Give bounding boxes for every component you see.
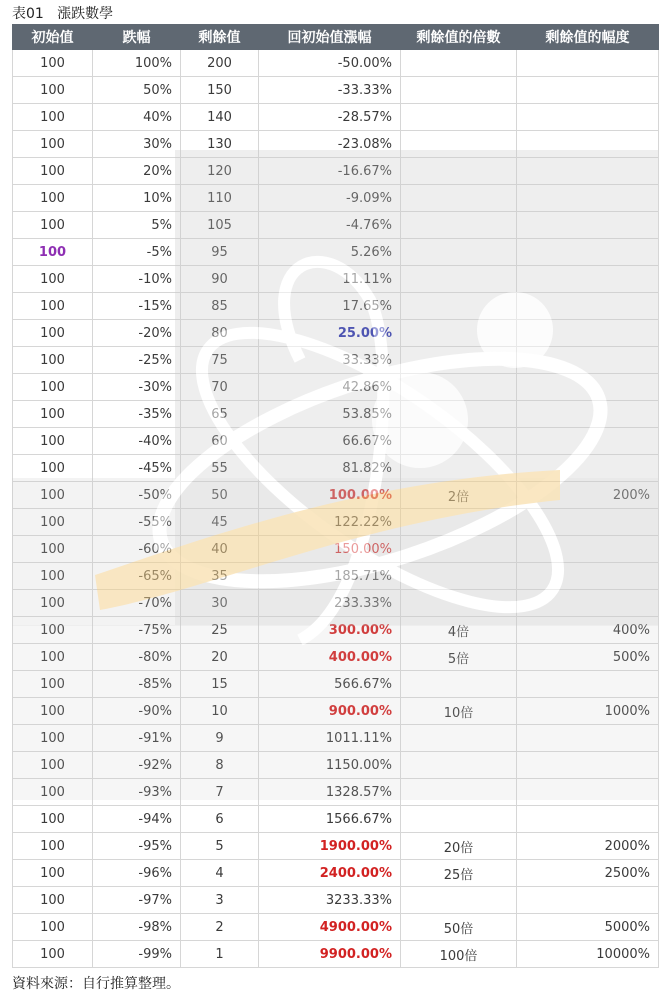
cell-multiple — [401, 77, 517, 104]
cell-remaining: 140 — [181, 104, 259, 131]
header-recovery: 回初始值漲幅 — [259, 25, 401, 50]
cell-multiple — [401, 266, 517, 293]
cell-remaining: 20 — [181, 644, 259, 671]
cell-change: -40% — [93, 428, 181, 455]
cell-change: -95% — [93, 833, 181, 860]
cell-initial: 100 — [13, 320, 93, 347]
cell-remaining: 105 — [181, 212, 259, 239]
cell-change: -75% — [93, 617, 181, 644]
cell-change: 40% — [93, 104, 181, 131]
cell-multiple: 25倍 — [401, 860, 517, 887]
cell-initial: 100 — [13, 860, 93, 887]
cell-multiple — [401, 320, 517, 347]
table-row — [13, 698, 659, 725]
table-row — [13, 617, 659, 644]
cell-initial: 100 — [13, 914, 93, 941]
cell-range — [517, 77, 659, 104]
cell-range — [517, 806, 659, 833]
cell-initial: 100 — [13, 563, 93, 590]
cell-multiple — [401, 374, 517, 401]
cell-change: -80% — [93, 644, 181, 671]
table-row — [13, 401, 659, 428]
cell-multiple: 50倍 — [401, 914, 517, 941]
table-row — [13, 158, 659, 185]
cell-recovery: 9900.00% — [259, 941, 401, 968]
cell-multiple — [401, 806, 517, 833]
cell-range — [517, 293, 659, 320]
cell-change: 100% — [93, 50, 181, 77]
cell-multiple — [401, 725, 517, 752]
cell-range — [517, 239, 659, 266]
cell-initial: 100 — [13, 833, 93, 860]
cell-recovery: 233.33% — [259, 590, 401, 617]
cell-recovery: 4900.00% — [259, 914, 401, 941]
cell-range — [517, 266, 659, 293]
table-row — [13, 887, 659, 914]
cell-initial: 100 — [13, 617, 93, 644]
cell-remaining: 130 — [181, 131, 259, 158]
cell-recovery: 17.65% — [259, 293, 401, 320]
cell-range — [517, 563, 659, 590]
cell-initial: 100 — [13, 509, 93, 536]
cell-range — [517, 185, 659, 212]
cell-remaining: 80 — [181, 320, 259, 347]
cell-recovery: -9.09% — [259, 185, 401, 212]
cell-change: -35% — [93, 401, 181, 428]
cell-recovery: 400.00% — [259, 644, 401, 671]
cell-initial: 100 — [13, 266, 93, 293]
cell-initial: 100 — [13, 50, 93, 77]
cell-remaining: 60 — [181, 428, 259, 455]
cell-change: -94% — [93, 806, 181, 833]
cell-multiple — [401, 293, 517, 320]
cell-range: 1000% — [517, 698, 659, 725]
cell-remaining: 45 — [181, 509, 259, 536]
cell-remaining: 120 — [181, 158, 259, 185]
cell-change: 50% — [93, 77, 181, 104]
table-row — [13, 482, 659, 509]
cell-remaining: 50 — [181, 482, 259, 509]
cell-remaining: 3 — [181, 887, 259, 914]
cell-recovery: 2400.00% — [259, 860, 401, 887]
cell-range — [517, 158, 659, 185]
cell-change: -92% — [93, 752, 181, 779]
cell-recovery: 100.00% — [259, 482, 401, 509]
cell-initial: 100 — [13, 482, 93, 509]
cell-change: 10% — [93, 185, 181, 212]
cell-initial: 100 — [13, 887, 93, 914]
cell-recovery: 81.82% — [259, 455, 401, 482]
header-multiple: 剩餘值的倍數 — [401, 25, 517, 50]
cell-recovery: -28.57% — [259, 104, 401, 131]
cell-initial: 100 — [13, 158, 93, 185]
table-body — [13, 50, 659, 968]
cell-remaining: 55 — [181, 455, 259, 482]
cell-range — [517, 536, 659, 563]
cell-recovery: 1011.11% — [259, 725, 401, 752]
cell-initial: 100 — [13, 347, 93, 374]
cell-recovery: -50.00% — [259, 50, 401, 77]
table-row — [13, 293, 659, 320]
table-row — [13, 104, 659, 131]
cell-recovery: -23.08% — [259, 131, 401, 158]
cell-multiple — [401, 212, 517, 239]
cell-initial: 100 — [13, 374, 93, 401]
cell-recovery: 3233.33% — [259, 887, 401, 914]
table-caption — [12, 4, 113, 24]
cell-recovery: 122.22% — [259, 509, 401, 536]
cell-range: 2000% — [517, 833, 659, 860]
cell-range — [517, 725, 659, 752]
header-initial: 初始值 — [13, 25, 93, 50]
table-row — [13, 833, 659, 860]
cell-multiple — [401, 455, 517, 482]
cell-multiple — [401, 887, 517, 914]
cell-initial: 100 — [13, 536, 93, 563]
cell-multiple: 2倍 — [401, 482, 517, 509]
cell-multiple — [401, 347, 517, 374]
cell-range: 500% — [517, 644, 659, 671]
table-row — [13, 428, 659, 455]
cell-initial: 100 — [13, 752, 93, 779]
cell-remaining: 40 — [181, 536, 259, 563]
source-note: 資料來源：自行推算整理。 — [12, 976, 180, 992]
cell-recovery: 185.71% — [259, 563, 401, 590]
cell-recovery: 53.85% — [259, 401, 401, 428]
table-row — [13, 563, 659, 590]
cell-initial: 100 — [13, 293, 93, 320]
cell-range — [517, 401, 659, 428]
cell-remaining: 25 — [181, 617, 259, 644]
cell-remaining: 1 — [181, 941, 259, 968]
cell-initial: 100 — [13, 671, 93, 698]
cell-initial: 100 — [13, 698, 93, 725]
cell-range: 2500% — [517, 860, 659, 887]
cell-initial: 100 — [13, 779, 93, 806]
table-row — [13, 374, 659, 401]
cell-remaining: 90 — [181, 266, 259, 293]
cell-initial: 100 — [13, 644, 93, 671]
cell-range — [517, 887, 659, 914]
cell-recovery: 11.11% — [259, 266, 401, 293]
cell-recovery: -4.76% — [259, 212, 401, 239]
table-row — [13, 941, 659, 968]
cell-remaining: 35 — [181, 563, 259, 590]
cell-range — [517, 509, 659, 536]
cell-range — [517, 212, 659, 239]
cell-initial: 100 — [13, 401, 93, 428]
cell-multiple — [401, 752, 517, 779]
table-row — [13, 806, 659, 833]
table-row — [13, 320, 659, 347]
cell-remaining: 10 — [181, 698, 259, 725]
cell-remaining: 7 — [181, 779, 259, 806]
cell-multiple — [401, 590, 517, 617]
cell-recovery: -33.33% — [259, 77, 401, 104]
cell-change: -20% — [93, 320, 181, 347]
cell-range — [517, 320, 659, 347]
table-row — [13, 347, 659, 374]
cell-change: -99% — [93, 941, 181, 968]
cell-remaining: 30 — [181, 590, 259, 617]
cell-range: 10000% — [517, 941, 659, 968]
cell-multiple — [401, 104, 517, 131]
cell-remaining: 150 — [181, 77, 259, 104]
cell-remaining: 65 — [181, 401, 259, 428]
cell-initial: 100 — [13, 590, 93, 617]
cell-remaining: 9 — [181, 725, 259, 752]
cell-remaining: 5 — [181, 833, 259, 860]
cell-multiple — [401, 509, 517, 536]
table-row — [13, 131, 659, 158]
table-row — [13, 455, 659, 482]
cell-multiple: 4倍 — [401, 617, 517, 644]
cell-change: -10% — [93, 266, 181, 293]
cell-remaining: 110 — [181, 185, 259, 212]
cell-recovery: 150.00% — [259, 536, 401, 563]
cell-remaining: 70 — [181, 374, 259, 401]
cell-change: 20% — [93, 158, 181, 185]
table-row — [13, 725, 659, 752]
cell-change: -30% — [93, 374, 181, 401]
cell-multiple — [401, 563, 517, 590]
table-row — [13, 536, 659, 563]
cell-range — [517, 779, 659, 806]
cell-multiple — [401, 671, 517, 698]
cell-recovery: 42.86% — [259, 374, 401, 401]
cell-change: -25% — [93, 347, 181, 374]
cell-range — [517, 590, 659, 617]
cell-change: -65% — [93, 563, 181, 590]
cell-change: -93% — [93, 779, 181, 806]
table-number: 表01 — [12, 6, 44, 22]
cell-multiple — [401, 536, 517, 563]
cell-initial: 100 — [13, 239, 93, 266]
table-row — [13, 779, 659, 806]
cell-change: -50% — [93, 482, 181, 509]
cell-recovery: 66.67% — [259, 428, 401, 455]
cell-remaining: 15 — [181, 671, 259, 698]
cell-recovery: 1900.00% — [259, 833, 401, 860]
cell-remaining: 2 — [181, 914, 259, 941]
table-title: 漲跌數學 — [57, 6, 114, 22]
cell-multiple: 20倍 — [401, 833, 517, 860]
cell-initial: 100 — [13, 941, 93, 968]
cell-change: -45% — [93, 455, 181, 482]
cell-change: -96% — [93, 860, 181, 887]
cell-remaining: 95 — [181, 239, 259, 266]
table-row — [13, 860, 659, 887]
cell-remaining: 6 — [181, 806, 259, 833]
cell-remaining: 8 — [181, 752, 259, 779]
cell-change: 5% — [93, 212, 181, 239]
table-row — [13, 212, 659, 239]
table-row — [13, 239, 659, 266]
cell-recovery: 1328.57% — [259, 779, 401, 806]
cell-range — [517, 131, 659, 158]
cell-remaining: 4 — [181, 860, 259, 887]
table-header — [13, 25, 659, 50]
table-row — [13, 914, 659, 941]
cell-recovery: 5.26% — [259, 239, 401, 266]
table-row — [13, 671, 659, 698]
table-row — [13, 752, 659, 779]
header-range: 剩餘值的幅度 — [517, 25, 659, 50]
table-row — [13, 509, 659, 536]
cell-multiple — [401, 779, 517, 806]
cell-change: -60% — [93, 536, 181, 563]
cell-initial: 100 — [13, 185, 93, 212]
cell-range: 400% — [517, 617, 659, 644]
cell-change: -55% — [93, 509, 181, 536]
cell-initial: 100 — [13, 212, 93, 239]
cell-recovery: 25.00% — [259, 320, 401, 347]
cell-recovery: 1566.67% — [259, 806, 401, 833]
cell-initial: 100 — [13, 77, 93, 104]
cell-recovery: 300.00% — [259, 617, 401, 644]
cell-recovery: 566.67% — [259, 671, 401, 698]
table-row — [13, 266, 659, 293]
cell-initial: 100 — [13, 131, 93, 158]
cell-multiple — [401, 401, 517, 428]
cell-change: -90% — [93, 698, 181, 725]
table-row — [13, 644, 659, 671]
cell-recovery: 33.33% — [259, 347, 401, 374]
cell-range — [517, 104, 659, 131]
cell-recovery: 1150.00% — [259, 752, 401, 779]
cell-multiple: 100倍 — [401, 941, 517, 968]
cell-initial: 100 — [13, 455, 93, 482]
cell-range — [517, 752, 659, 779]
cell-multiple — [401, 428, 517, 455]
cell-initial: 100 — [13, 806, 93, 833]
cell-change: -15% — [93, 293, 181, 320]
table-row — [13, 77, 659, 104]
cell-range — [517, 347, 659, 374]
table-row — [13, 590, 659, 617]
cell-multiple: 5倍 — [401, 644, 517, 671]
table-row — [13, 50, 659, 77]
cell-initial: 100 — [13, 725, 93, 752]
cell-change: -70% — [93, 590, 181, 617]
cell-recovery: -16.67% — [259, 158, 401, 185]
cell-remaining: 200 — [181, 50, 259, 77]
cell-range: 5000% — [517, 914, 659, 941]
header-row — [13, 25, 659, 50]
table-row — [13, 185, 659, 212]
cell-remaining: 85 — [181, 293, 259, 320]
cell-change: -91% — [93, 725, 181, 752]
cell-range — [517, 50, 659, 77]
cell-range — [517, 671, 659, 698]
cell-multiple: 10倍 — [401, 698, 517, 725]
cell-change: 30% — [93, 131, 181, 158]
cell-range — [517, 374, 659, 401]
cell-initial: 100 — [13, 428, 93, 455]
cell-initial: 100 — [13, 104, 93, 131]
cell-recovery: 900.00% — [259, 698, 401, 725]
cell-range — [517, 428, 659, 455]
header-remaining: 剩餘值 — [181, 25, 259, 50]
cell-multiple — [401, 131, 517, 158]
header-change: 跌幅 — [93, 25, 181, 50]
cell-multiple — [401, 158, 517, 185]
cell-remaining: 75 — [181, 347, 259, 374]
cell-multiple — [401, 50, 517, 77]
cell-change: -5% — [93, 239, 181, 266]
cell-change: -97% — [93, 887, 181, 914]
cell-multiple — [401, 185, 517, 212]
drawdown-math-table — [12, 24, 659, 968]
cell-change: -85% — [93, 671, 181, 698]
cell-range: 200% — [517, 482, 659, 509]
cell-change: -98% — [93, 914, 181, 941]
cell-multiple — [401, 239, 517, 266]
cell-range — [517, 455, 659, 482]
